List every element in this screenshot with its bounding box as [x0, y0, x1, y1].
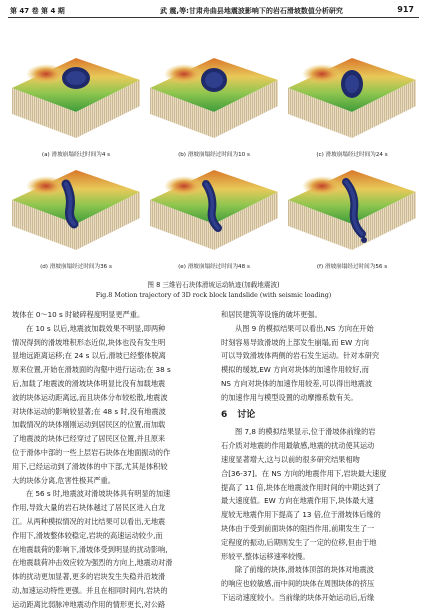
terrain-render [10, 160, 142, 260]
panel-caption: (b) 滑坡崩塌经过时间为10 s [178, 152, 250, 158]
figure-panel-c [286, 48, 418, 158]
terrain-render [148, 160, 280, 260]
text-line: 和居民建筑等设施的破坏更强。 [221, 310, 322, 319]
terrain-render [286, 48, 418, 148]
text-line: 波的块体运动距离远,而且块体分布较松散,地震波 [12, 392, 168, 402]
text-line: 定程度的振动,后期则发生了一定的位移,但由于地 [221, 537, 377, 547]
text-line: 情况得到的滑坡堆积形态近似,块体也没有发生明 [12, 337, 166, 347]
text-line: 的加速作用与模型设置的动摩擦系数有关。 [221, 392, 358, 402]
text-line: 在 56 s 时,地震波对滑坡块体具有明显的加速 [26, 489, 171, 499]
paragraph [12, 322, 206, 488]
text-line: 原来位置,开始在滑坡面的沟壑中进行运动;在 38 s [12, 365, 171, 375]
paragraph [12, 308, 206, 322]
text-line: 显地远距离运移;在 24 s 以后,滑坡已经整体脱离 [12, 351, 166, 361]
text-line: 下运动速度较小。当前缘的块体开始运动后,后缘 [221, 592, 375, 602]
text-line: 江。从两种模拟情况的对比结果可以看出,无地震 [12, 516, 166, 526]
text-line: 时刻容易导致滑坡的上部发生崩塌,而 EW 方向 [221, 337, 369, 347]
text-line: 图 7,8 的模拟结果显示,位于滑坡体前缘的岩 [235, 427, 376, 437]
paragraph [221, 308, 415, 322]
text-line: 石介质对地震的作用最敏感,地震的扰动使其运动 [221, 441, 375, 451]
text-line: 模拟的缓坡,EW 方向对块体的加速作用较好,而 [221, 365, 369, 375]
left-text-column [12, 308, 206, 612]
text-line: 可以导致滑坡体两侧的岩石发生运动。针对本研究 [221, 351, 380, 361]
figure-caption-english: Fig.8 Motion trajectory of 3D rock block landslide (with seismic loading) [95, 291, 332, 299]
text-line: 了地震波的块体已经穿过了居民区位置,并且原来 [12, 434, 166, 444]
text-line: 用下,已经运动到了滑坡体的中下部,尤其是体积较 [12, 461, 168, 471]
text-line: 加载情况的块体刚刚运动到居民区的位置,而加载 [12, 420, 166, 430]
text-line: NS 方向对块体的加速作用较差,可以得出地震波 [221, 378, 373, 388]
journal-issue: 第 47 卷 第 4 期 [10, 7, 65, 15]
terrain-render [10, 48, 142, 148]
text-line: 动,加速运动特性更强。并且在相同时间内,岩块的 [12, 585, 168, 595]
text-line: 位于滑体中部的一些上层岩石块体在地面振动的作 [12, 447, 171, 457]
text-line: 块体由于受到前面块体的阻挡作用,前期发生了一 [221, 523, 375, 533]
text-line: 合[36-37]。在 NS 方向的地震作用下,岩块最大速度 [221, 468, 387, 478]
text-line: 作用下,滑坡整体较稳定,岩块的高速运动较少,而 [12, 530, 163, 540]
paragraph [221, 563, 415, 604]
terrain-render [148, 48, 280, 148]
figure-panel-d [10, 160, 142, 270]
header-rule [8, 17, 419, 18]
text-line: 速度显著增大,这与以前的很多研究结果相吻 [221, 454, 360, 464]
text-line: 度较无地震作用下提高了 13 倍,位于滑坡体后缘的 [221, 510, 381, 520]
text-line: 除了前缘的块体,滑坡体顶部的块体对地震波 [235, 565, 374, 575]
terrain-render [286, 160, 418, 260]
text-line: 对块体运动的影响较显著;在 48 s 时,没有地震波 [12, 406, 166, 416]
text-line: 后,加载了地震波的滑坡块体明显比没有加载地震 [12, 378, 166, 388]
figure-panel-b [148, 48, 280, 158]
section-heading [221, 409, 415, 423]
page-header [0, 0, 427, 20]
text-line: 从图 9 的模拟结果可以看出,NS 方向在开始 [235, 323, 374, 333]
paragraph [221, 425, 415, 563]
text-line: 在地震载荷的影响下,滑坡体受到明显的扰动影响, [12, 544, 168, 554]
section-number: 6 [221, 409, 228, 420]
figure-panel-a [10, 48, 142, 158]
right-text-column [221, 308, 415, 605]
panel-caption: (d) 滑坡崩塌经过时间为36 s [40, 264, 112, 270]
paragraph [12, 487, 206, 611]
text-line: 在 10 s 以后,地震波加载效果不明显,即两种 [26, 323, 166, 333]
text-line: 体的扰动更加显著,更多的岩块发生失稳并沿坡滑 [12, 572, 166, 582]
text-line: 最大速度值。EW 方向在地震作用下,块体最大速 [221, 496, 374, 506]
figure-caption-chinese: 图 8 三维岩石块体滑坡运动轨迹(加载地震波) [147, 281, 280, 289]
text-line: 坡体在 0～10 s 时破碎程度明显更严重。 [12, 310, 145, 319]
section-title: 讨论 [237, 409, 256, 420]
running-title: 武 震,等:甘肃舟曲县地震波影响下的岩石滑坡数值分析研究 [160, 7, 343, 15]
text-line: 在地震载荷冲击效应较为强烈的方向上,地震动对滑 [12, 558, 173, 568]
text-line: 大的块体分离,危害性极其严重。 [12, 475, 115, 485]
page-number: 917 [397, 5, 414, 14]
panel-caption: (c) 滑坡崩塌经过时间为24 s [316, 152, 388, 158]
panel-caption: (a) 滑坡崩塌经过时间为4 s [41, 152, 111, 158]
panel-caption: (f) 滑坡崩塌经过时间为56 s [316, 264, 388, 270]
text-line: 的响应也较敏感,而中间的块体在周围块体的挤压 [221, 579, 375, 589]
text-line: 作用,导致大量的岩石块体越过了居民区进入白龙 [12, 503, 166, 513]
panel-caption: (e) 滑坡崩塌经过时间为48 s [178, 264, 250, 270]
text-line: 提高了 11 倍,块体在地震波作用时间的中期达到了 [221, 482, 381, 492]
figure-panel-f [286, 160, 418, 270]
text-line: 形较平,整体运移速率较慢。 [221, 551, 310, 561]
paragraph [221, 322, 415, 405]
figure-panel-e [148, 160, 280, 270]
text-line: 运动距离比弱脉冲地震动作用的情形更长,对公路 [12, 599, 166, 609]
